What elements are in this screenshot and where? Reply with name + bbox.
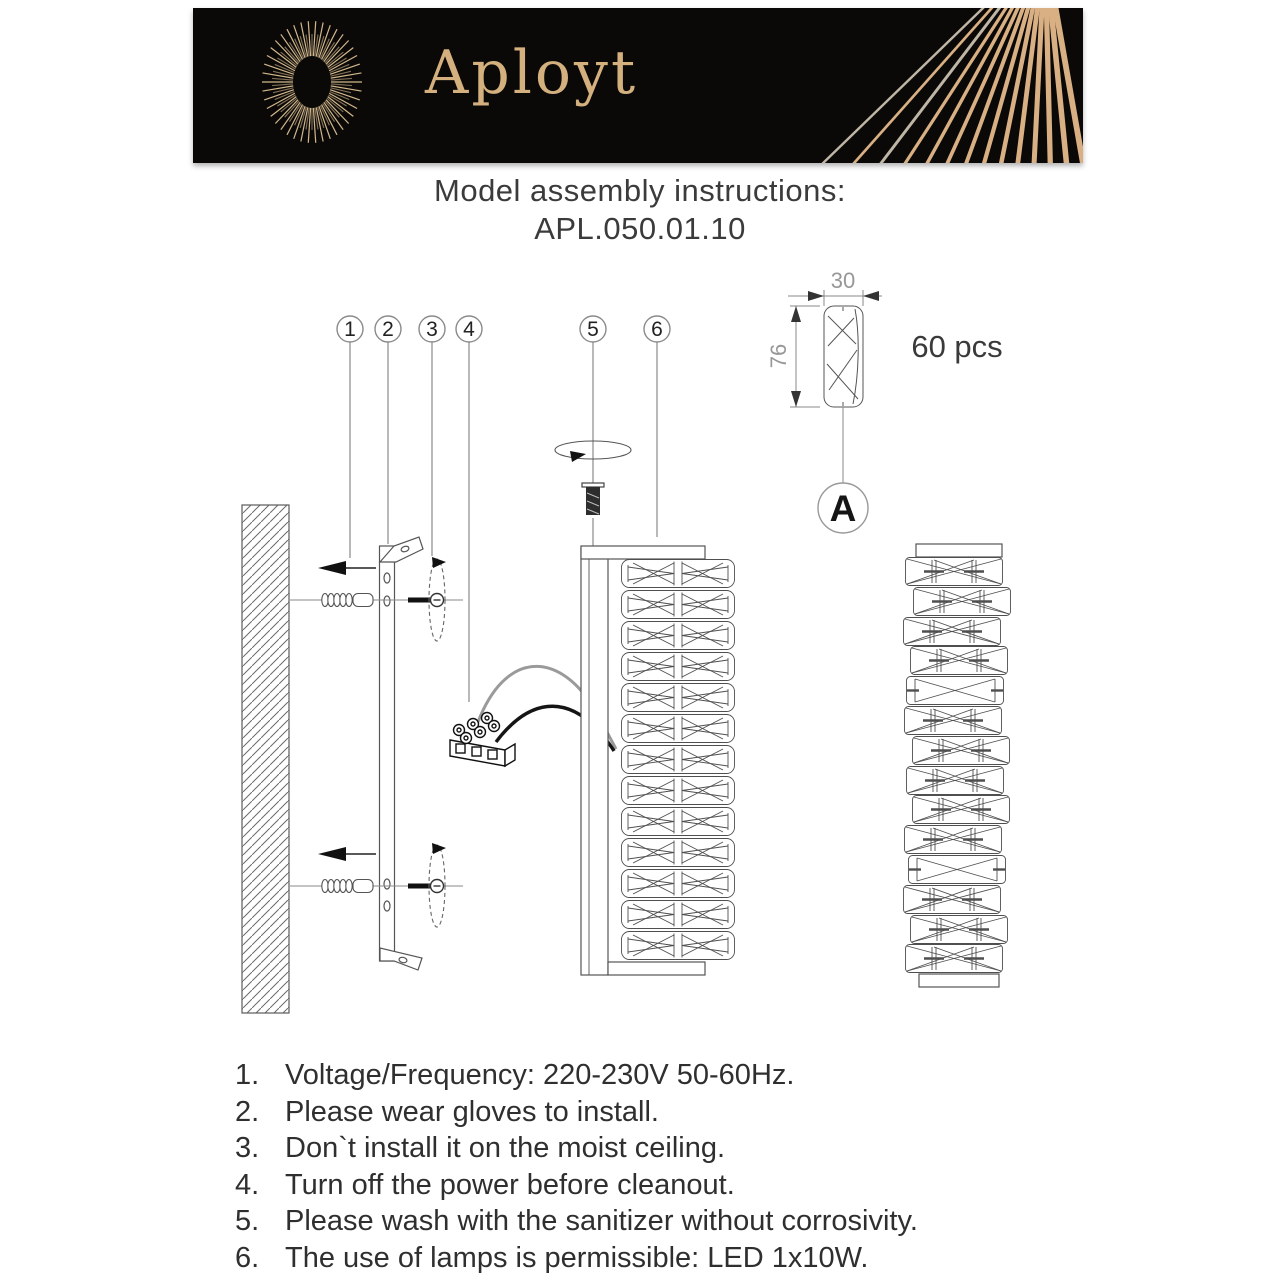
- item-text: Don`t install it on the moist ceiling.: [285, 1132, 726, 1165]
- anchor-row-bottom: [290, 843, 463, 927]
- callout-1: [337, 316, 363, 342]
- svg-text:3: 3: [426, 318, 438, 341]
- anchor-row-top: [290, 557, 463, 641]
- list-item: [235, 1132, 1095, 1169]
- list-item: [235, 1096, 1095, 1133]
- item-number: 6.: [235, 1241, 260, 1274]
- item-text: The use of lamps is permissible: LED 1x10W.: [285, 1241, 869, 1274]
- height-dimension: 76: [766, 343, 791, 369]
- crystal-detail: [766, 268, 1003, 533]
- svg-text:6: 6: [651, 318, 663, 341]
- rotation-arrow-icon: [432, 557, 446, 568]
- rotation-arrow-icon: [570, 451, 586, 462]
- detail-letter: A: [829, 488, 857, 529]
- fixture-front-view: [904, 544, 1011, 987]
- quantity-label: 60 pcs: [911, 329, 1003, 364]
- svg-text:5: 5: [587, 318, 599, 341]
- wall-section: [242, 505, 289, 1013]
- callout-5: [580, 316, 606, 342]
- callout-leader-lines: [350, 342, 657, 702]
- callout-2: [375, 316, 401, 342]
- brand-name: Aployt: [425, 38, 639, 108]
- list-item: [235, 1205, 1095, 1242]
- item-text: Turn off the power before cleanout.: [285, 1168, 735, 1201]
- screw-icon: [408, 594, 444, 607]
- instruction-list: [235, 1059, 1095, 1279]
- push-arrow-icon: [318, 847, 346, 861]
- crystal-piece-icon: [824, 306, 863, 407]
- item-text: Please wear gloves to install.: [285, 1095, 659, 1128]
- list-item: [235, 1059, 1095, 1096]
- fixture-side-view: [581, 546, 735, 975]
- callout-3: [419, 316, 445, 342]
- page-title: Model assembly instructions:: [434, 173, 846, 208]
- item-number: 2.: [235, 1095, 260, 1128]
- item-number: 4.: [235, 1168, 260, 1201]
- wall-plug-icon: [322, 880, 373, 893]
- rotation-arrow-icon: [432, 843, 446, 854]
- svg-text:1: 1: [344, 318, 356, 341]
- callout-circles: [337, 316, 670, 342]
- svg-text:2: 2: [382, 318, 394, 341]
- callout-4: [456, 316, 482, 342]
- item-text: Voltage/Frequency: 220-230V 50-60Hz.: [285, 1059, 795, 1091]
- callout-6: [644, 316, 670, 342]
- screw-icon: [408, 880, 444, 893]
- item-number: 3.: [235, 1132, 260, 1165]
- list-item: [235, 1242, 1095, 1279]
- list-item: [235, 1169, 1095, 1206]
- model-number: APL.050.01.10: [534, 211, 746, 246]
- width-dimension: 30: [830, 268, 856, 293]
- item-number: 5.: [235, 1205, 260, 1238]
- item-number: 1.: [235, 1059, 260, 1091]
- wall-plug-icon: [322, 594, 373, 607]
- svg-text:4: 4: [463, 318, 475, 341]
- push-arrow-icon: [318, 561, 346, 575]
- item-text: Please wash with the sanitizer without corrosivity.: [285, 1205, 918, 1238]
